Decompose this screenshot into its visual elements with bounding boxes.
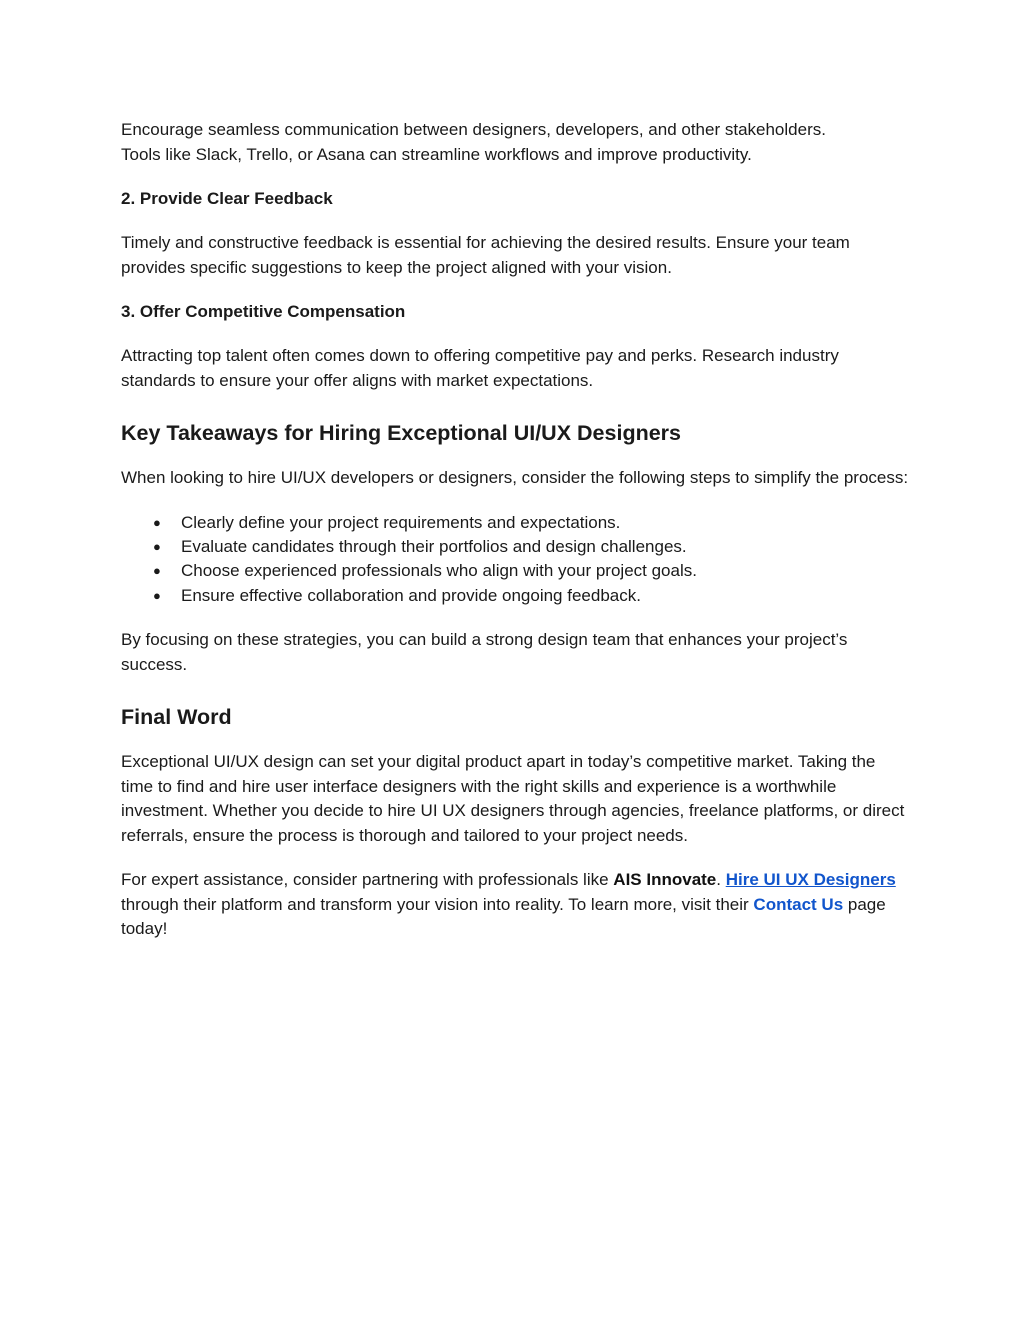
bullet-icon: ● [153,563,161,579]
bullet-icon: ● [153,514,161,530]
hire-ui-ux-designers-link[interactable]: Hire UI UX Designers [725,870,896,890]
intro-line-1: Encourage seamless communication between designers, developers, and other stakeholders. [121,120,826,139]
takeaways-closing: By focusing on these strategies, you can build a strong design team that enhances your project’s success. [121,630,848,674]
list-item: ● Ensure effective collaboration and provide ongoing feedback. [121,584,911,608]
feedback-paragraph: Timely and constructive feedback is essential for achieving the desired results. Ensure your team provides specific suggestions to keep the project aligned with your vision. [121,233,850,277]
intro-paragraph [121,118,911,167]
list-item: ● Evaluate candidates through their portfolios and design challenges. [121,535,911,559]
intro-line-2: Tools like Slack, Trello, or Asana can streamline workflows and improve productivity. [121,144,752,164]
cta-suffix: page today! [121,894,886,939]
list-item: ● Choose experienced professionals who align with your project goals. [121,559,911,583]
bullet-icon: ● [153,538,161,554]
contact-us-link[interactable]: Contact Us [753,894,844,914]
cta-middle: through their platform and transform your vision into reality. To learn more, visit their [121,894,754,914]
list-item: ● Clearly define your project requirements and expectations. [121,511,911,535]
takeaways-intro: When looking to hire UI/UX developers or designers, consider the following steps to simplify the process: [121,468,909,487]
document-page [121,118,911,942]
final-word-heading: Final Word [121,705,232,730]
company-name: AIS Innovate [613,870,717,890]
section-heading-feedback: 2. Provide Clear Feedback [121,189,333,208]
final-word-paragraph: Exceptional UI/UX design can set your digital product apart in today’s competitive market. Taking the time to find and hire user interface designers with the right skills and experience is a worthwhile investment. Whether you decide to hire UI UX designers through agencies, freelance platforms, or direct referrals, ensure the process is thorough and tailored to your project needs. [121,752,905,845]
section-heading-compensation: 3. Offer Competitive Compensation [121,302,406,321]
takeaways-list [121,511,911,609]
cta-paragraph [121,868,911,942]
bullet-icon: ● [153,587,161,603]
compensation-paragraph: Attracting top talent often comes down to offering competitive pay and perks. Research industry standards to ensure your offer aligns with market expectations. [121,346,839,390]
takeaways-heading: Key Takeaways for Hiring Exceptional UI/UX Designers [121,421,681,445]
cta-period: . [716,870,726,890]
cta-prefix: For expert assistance, consider partnering with professionals like [121,870,614,890]
